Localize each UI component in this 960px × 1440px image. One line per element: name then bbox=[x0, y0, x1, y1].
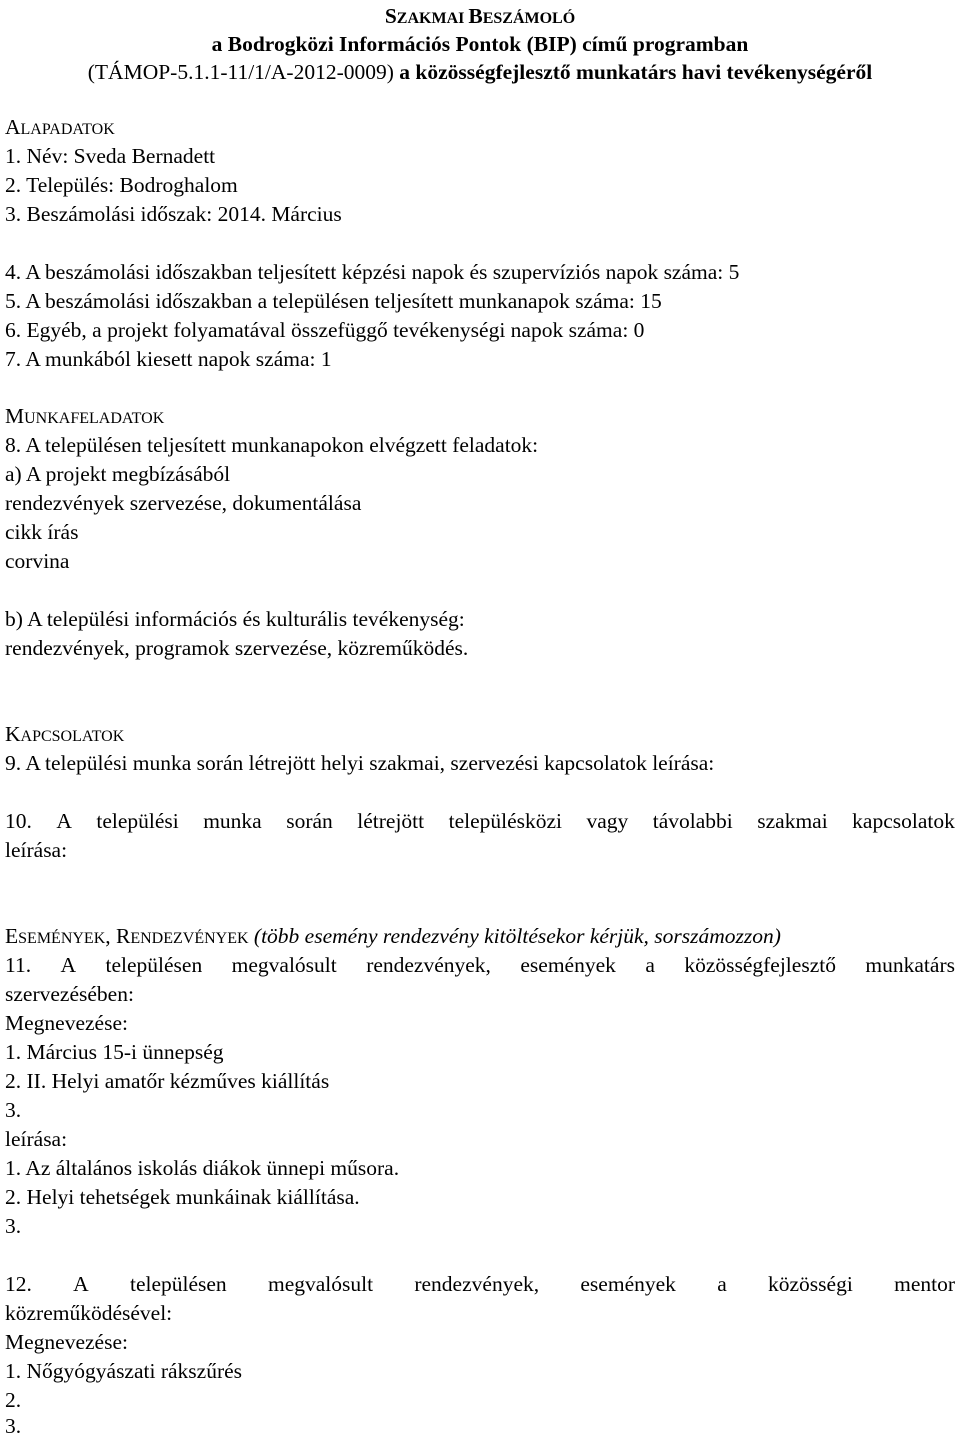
label-megnevezes-2: Megnevezése: bbox=[5, 1330, 128, 1354]
question-11: 11. A településen megvalósult rendezvények, események a közösségfejlesztő munkatárs bbox=[5, 953, 955, 977]
program-subtitle: (TÁMOP-5.1.1-11/1/A-2012-0009) a közösségfejlesztő munkatárs havi tevékenységéről bbox=[87, 60, 873, 84]
field-period: 3. Beszámolási időszak: 2014. Március bbox=[5, 202, 342, 226]
mentor-event-name: 1. Nőgyógyászati rákszűrés bbox=[5, 1359, 243, 1383]
question-9: 9. A települési munka során létrejött helyi szakmai, szervezési kapcsolatok leírása: bbox=[5, 751, 715, 775]
question-10: 10. A települési munka során létrejött településközi vagy távolabbi szakmai kapcsolatok bbox=[5, 809, 955, 833]
question-12-end: közreműködésével: bbox=[5, 1301, 173, 1325]
event-description: 1. Az általános iskolás diákok ünnepi műsora. bbox=[5, 1156, 400, 1180]
report-title: SZAKMAI BESZÁMOLÓ bbox=[384, 4, 576, 28]
question-11-end: szervezésében: bbox=[5, 982, 134, 1006]
section-heading-kapcsolatok: KAPCSOLATOK bbox=[5, 722, 125, 746]
field-settlement: 2. Település: Bodroghalom bbox=[5, 173, 238, 197]
event-description: 2. Helyi tehetségek munkáinak kiállítása. bbox=[5, 1185, 360, 1209]
section-heading-esemenyek: ESEMÉNYEK, RENDEZVÉNYEK (több esemény rendezvény kitöltésekor kérjük, sorszámozzon) bbox=[5, 924, 781, 948]
task-item: corvina bbox=[5, 549, 70, 573]
event-name: 3. bbox=[5, 1098, 22, 1122]
event-name: 1. Március 15-i ünnepség bbox=[5, 1040, 224, 1064]
field-missed-days: 7. A munkából kiesett napok száma: 1 bbox=[5, 347, 332, 371]
label-leiras: leírása: bbox=[5, 1127, 68, 1151]
subsection-a-label: a) A projekt megbízásából bbox=[5, 462, 231, 486]
label-megnevezes: Megnevezése: bbox=[5, 1011, 128, 1035]
mentor-event-name: 2. bbox=[5, 1388, 22, 1412]
field-training-days: 4. A beszámolási időszakban teljesített képzési napok és szupervíziós napok száma: 5 bbox=[5, 260, 740, 284]
event-description: 3. bbox=[5, 1214, 22, 1238]
section-heading-munkafeladatok: MUNKAFELADATOK bbox=[5, 404, 165, 428]
field-name: 1. Név: Sveda Bernadett bbox=[5, 144, 216, 168]
event-name: 2. II. Helyi amatőr kézműves kiállítás bbox=[5, 1069, 330, 1093]
task-item: rendezvények szervezése, dokumentálása bbox=[5, 491, 362, 515]
section-heading-alapadatok: ALAPADATOK bbox=[5, 115, 115, 139]
field-other-days: 6. Egyéb, a projekt folyamatával összefüggő tevékenységi napok száma: 0 bbox=[5, 318, 645, 342]
question-8: 8. A településen teljesített munkanapokon elvégzett feladatok: bbox=[5, 433, 539, 457]
task-item: cikk írás bbox=[5, 520, 79, 544]
question-12: 12. A településen megvalósult rendezvények, események a közösségi mentor bbox=[5, 1272, 955, 1296]
task-item: rendezvények, programok szervezése, közreműködés. bbox=[5, 636, 469, 660]
subsection-b-label: b) A települési információs és kulturális tevékenység: bbox=[5, 607, 465, 631]
mentor-event-name: 3. bbox=[5, 1414, 22, 1438]
program-title: a Bodrogközi Információs Pontok (BIP) című programban bbox=[211, 32, 749, 56]
field-work-days: 5. A beszámolási időszakban a településen teljesített munkanapok száma: 15 bbox=[5, 289, 662, 313]
question-10-end: leírása: bbox=[5, 838, 68, 862]
